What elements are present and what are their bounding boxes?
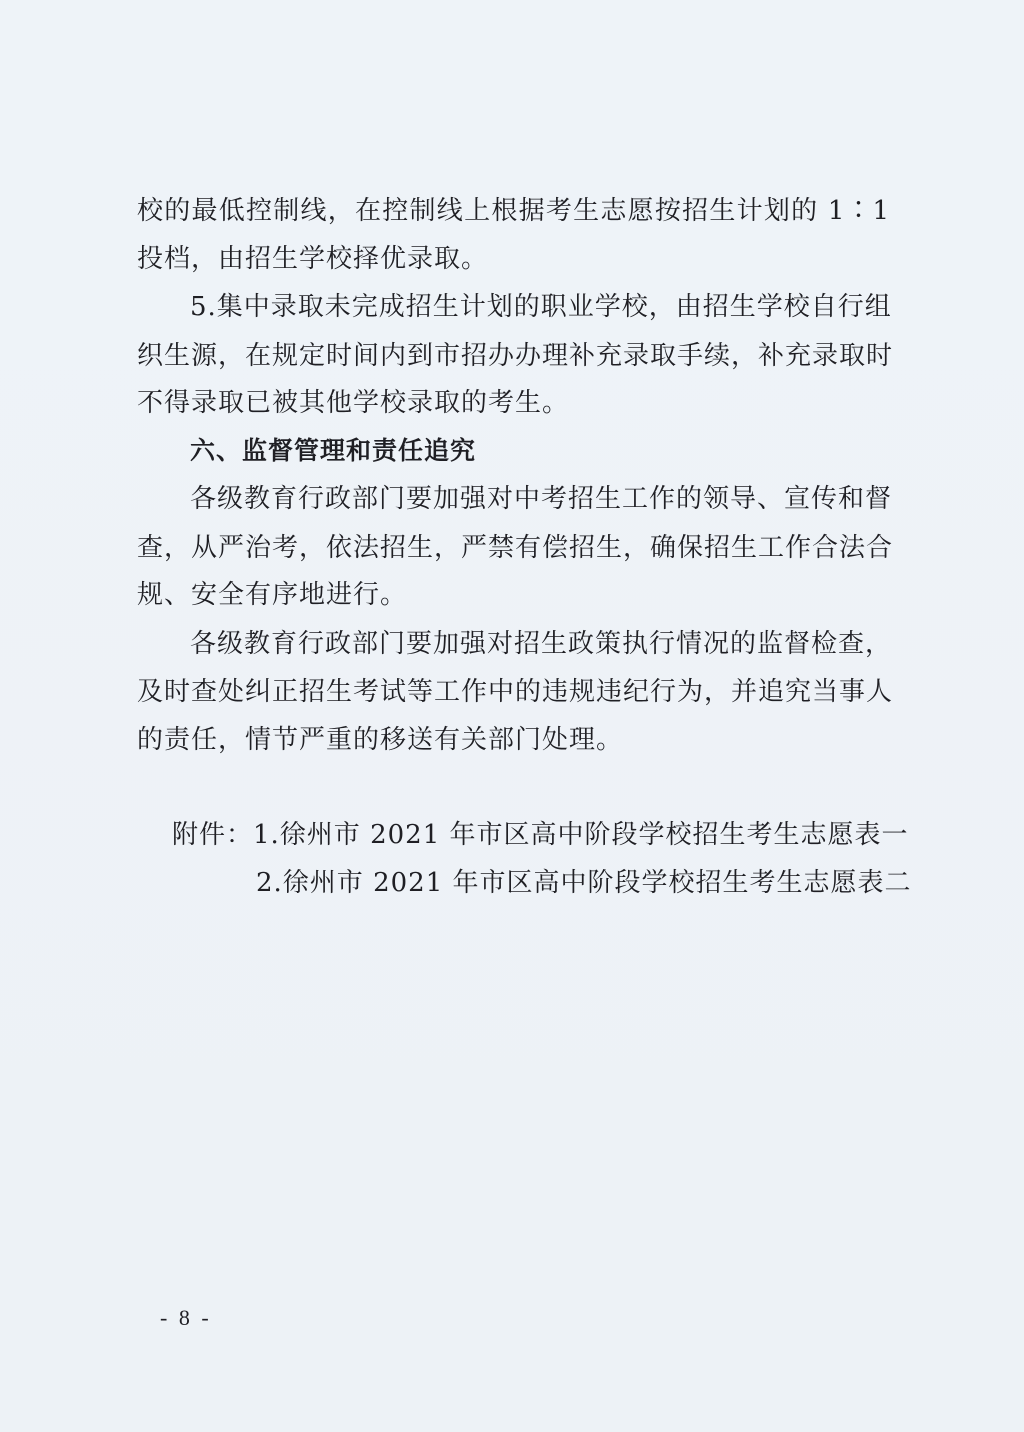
section-6-p1-line-1: 各级教育行政部门要加强对中考招生工作的领导、宣传和督 bbox=[190, 484, 893, 514]
paragraph-4-line-1: 校的最低控制线，在控制线上根据考生志愿按招生计划的 1∶1 bbox=[137, 196, 890, 226]
paragraph-5-line-3: 不得录取已被其他学校录取的考生。 bbox=[137, 388, 570, 418]
attachment-line-2: 2.徐州市 2021 年市区高中阶段学校招生考生志愿表二 bbox=[256, 868, 912, 898]
section-6-p2-line-3: 的责任，情节严重的移送有关部门处理。 bbox=[137, 725, 624, 755]
section-6-heading: 六、监督管理和责任追究 bbox=[190, 436, 477, 465]
section-6-p1-line-2: 查，从严治考，依法招生，严禁有偿招生，确保招生工作合法合 bbox=[137, 533, 894, 563]
section-6-p2-line-1: 各级教育行政部门要加强对招生政策执行情况的监督检查， bbox=[190, 629, 893, 659]
section-6-p1-line-3: 规、安全有序地进行。 bbox=[137, 580, 408, 610]
paragraph-5-line-2: 织生源，在规定时间内到市招办办理补充录取手续，补充录取时 bbox=[137, 341, 894, 371]
section-6-p2-line-2: 及时查处纠正招生考试等工作中的违规违纪行为，并追究当事人 bbox=[137, 677, 894, 707]
page-number: - 8 - bbox=[160, 1305, 212, 1330]
paragraph-4-line-2: 投档，由招生学校择优录取。 bbox=[137, 244, 489, 274]
paragraph-5-line-1: 5.集中录取未完成招生计划的职业学校，由招生学校自行组 bbox=[190, 292, 892, 322]
attachment-line-1: 附件：1.徐州市 2021 年市区高中阶段学校招生考生志愿表一 bbox=[172, 820, 909, 850]
